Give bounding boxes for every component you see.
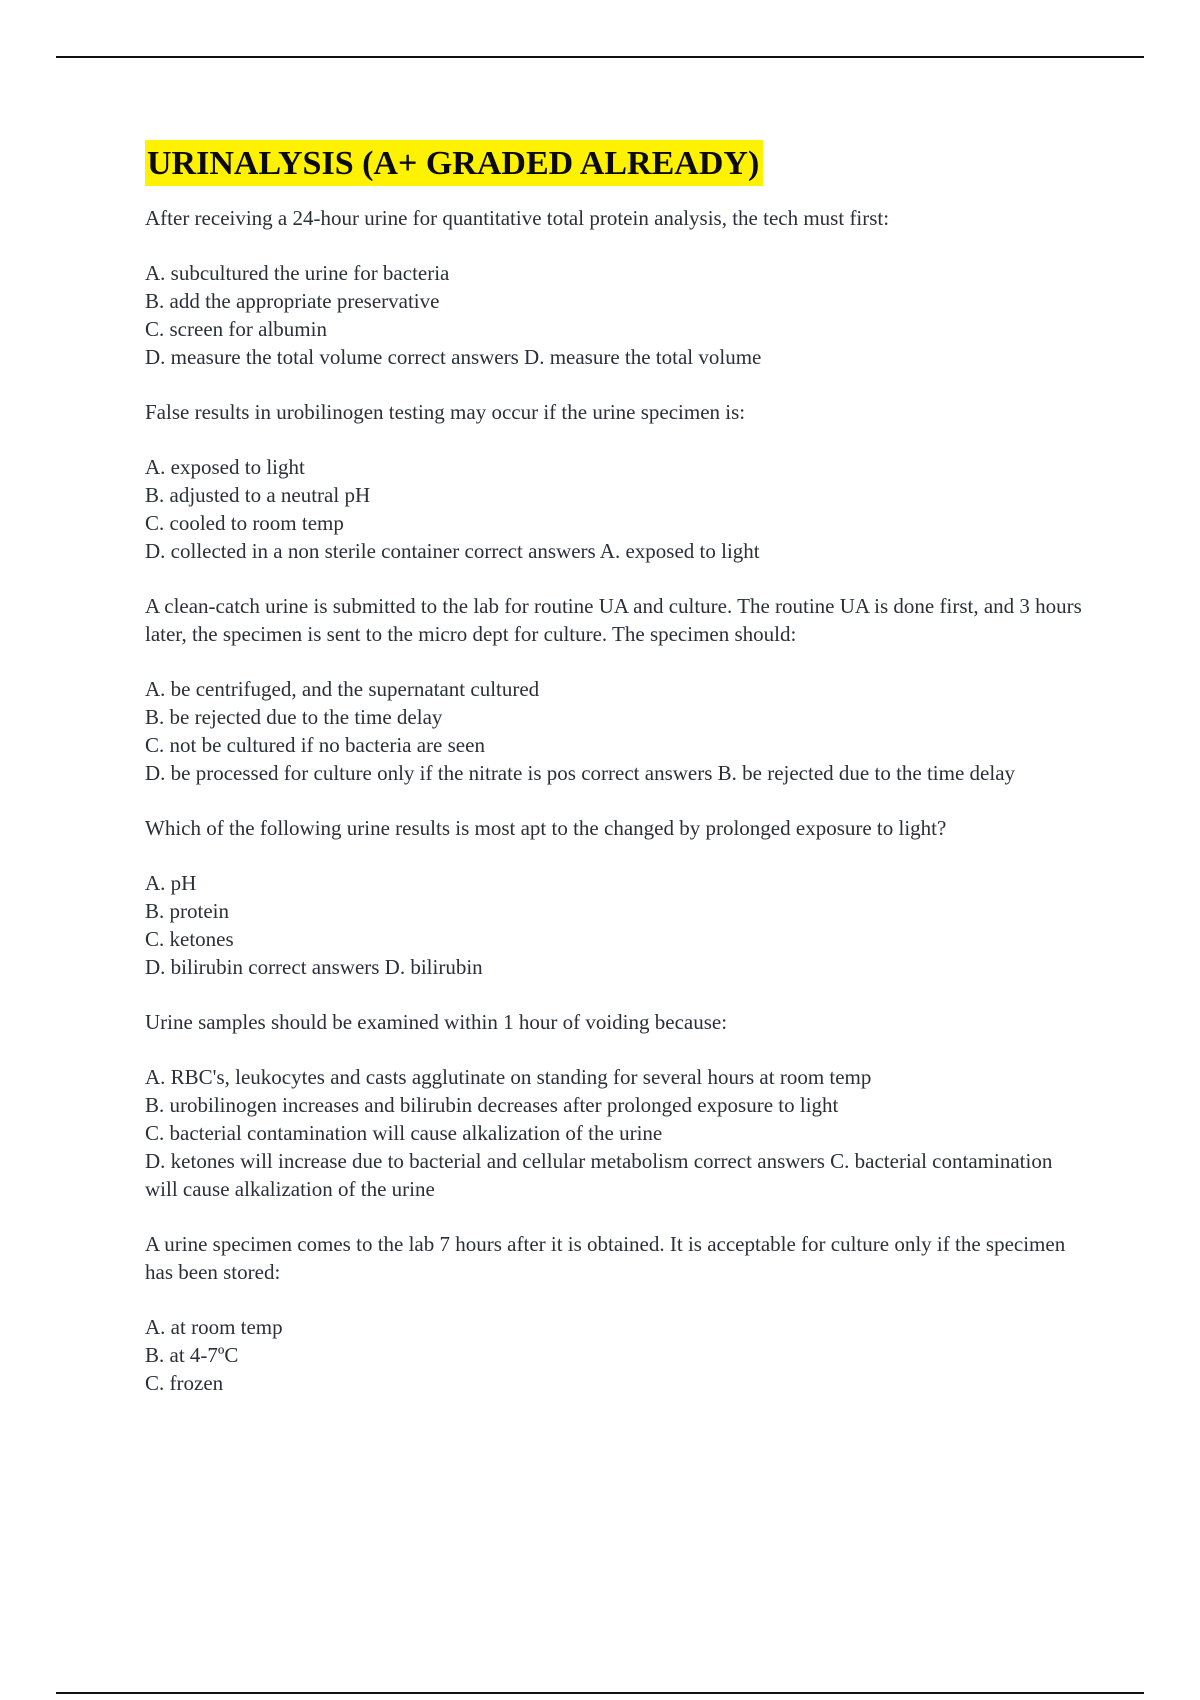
answer-option: D. bilirubin correct answers D. bilirubin	[145, 955, 483, 979]
answer-option: B. add the appropriate preservative	[145, 289, 440, 313]
answer-option: C. bacterial contamination will cause alkalization of the urine	[145, 1121, 663, 1145]
answer-options	[145, 259, 1085, 371]
question-4	[145, 814, 1085, 981]
answer-option: A. at room temp	[145, 1315, 283, 1339]
top-rule	[56, 56, 1144, 58]
question-1	[145, 204, 1085, 371]
question-2	[145, 398, 1085, 565]
answer-option: A. pH	[145, 871, 197, 895]
answer-option: C. not be cultured if no bacteria are seen	[145, 733, 485, 757]
answer-option: D. be processed for culture only if the nitrate is pos correct answers B. be rejected due to the time delay	[145, 761, 1016, 785]
answer-options	[145, 1063, 1085, 1203]
answer-option: D. ketones will increase due to bacterial and cellular metabolism correct answers C. bacterial contamination will cause alkalization of the urine	[145, 1149, 1053, 1201]
answer-options	[145, 675, 1085, 787]
answer-option: A. exposed to light	[145, 455, 305, 479]
question-6	[145, 1230, 1085, 1397]
document-title: URINALYSIS (A+ GRADED ALREADY)	[145, 140, 763, 186]
question-text: False results in urobilinogen testing may occur if the urine specimen is:	[145, 400, 746, 424]
answer-options	[145, 869, 1085, 981]
question-text: After receiving a 24-hour urine for quantitative total protein analysis, the tech must first:	[145, 206, 890, 230]
answer-option: B. at 4-7ºC	[145, 1343, 239, 1367]
answer-option: C. frozen	[145, 1371, 224, 1395]
question-text: Urine samples should be examined within 1 hour of voiding because:	[145, 1010, 728, 1034]
answer-option: A. subcultured the urine for bacteria	[145, 261, 450, 285]
document-body	[145, 140, 1085, 1424]
answer-option: A. RBC's, leukocytes and casts agglutinate on standing for several hours at room temp	[145, 1065, 872, 1089]
answer-option: B. be rejected due to the time delay	[145, 705, 443, 729]
question-text: Which of the following urine results is most apt to the changed by prolonged exposure to light?	[145, 816, 947, 840]
bottom-rule	[56, 1692, 1144, 1694]
answer-option: C. cooled to room temp	[145, 511, 344, 535]
answer-option: B. adjusted to a neutral pH	[145, 483, 371, 507]
answer-option: B. urobilinogen increases and bilirubin decreases after prolonged exposure to light	[145, 1093, 839, 1117]
answer-option: A. be centrifuged, and the supernatant cultured	[145, 677, 540, 701]
question-5	[145, 1008, 1085, 1203]
answer-option: C. ketones	[145, 927, 234, 951]
answer-option: B. protein	[145, 899, 229, 923]
question-text: A urine specimen comes to the lab 7 hours after it is obtained. It is acceptable for culture only if the specimen has been stored:	[145, 1232, 1066, 1284]
answer-option: D. collected in a non sterile container correct answers A. exposed to light	[145, 539, 760, 563]
answer-options	[145, 453, 1085, 565]
question-text: A clean-catch urine is submitted to the lab for routine UA and culture. The routine UA is done first, and 3 hours later, the specimen is sent to the micro dept for culture. The specimen should:	[145, 594, 1082, 646]
answer-options	[145, 1313, 1085, 1397]
answer-option: C. screen for albumin	[145, 317, 327, 341]
question-3	[145, 592, 1085, 787]
answer-option: D. measure the total volume correct answers D. measure the total volume	[145, 345, 762, 369]
